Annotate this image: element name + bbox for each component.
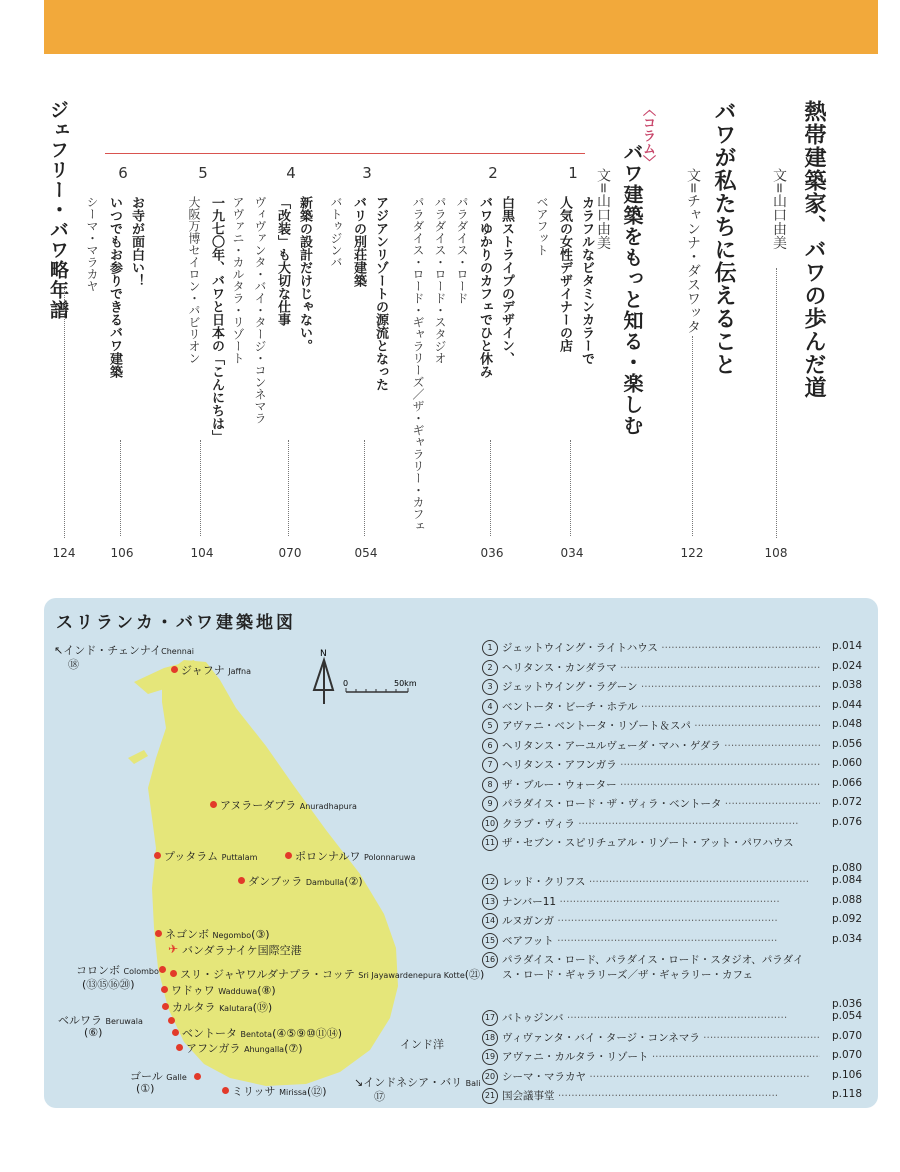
column-item-number: 6 — [118, 164, 128, 182]
label-mirissa: ミリッサ Mirissa(⑫) — [232, 1085, 327, 1098]
pin-dambulla[interactable] — [238, 877, 245, 884]
legend-name: シーマ・マラカヤ ····· — [502, 1069, 820, 1084]
label-anuradhapura: アヌラーダプラ Anuradhapura — [220, 799, 357, 812]
leader-dots — [570, 440, 571, 536]
legend-number: 21 — [482, 1088, 498, 1104]
pin-anuradhapura[interactable] — [210, 801, 217, 808]
column-item-line[interactable]: 一九七〇年、バワと日本の「こんにちは」 — [209, 196, 224, 443]
column-item-page: 036 — [480, 546, 504, 560]
legend-number: 1 — [482, 640, 498, 656]
legend-row[interactable] — [482, 894, 862, 914]
legend-row[interactable] — [482, 660, 862, 680]
column-item-page: 054 — [354, 546, 378, 560]
leader-dots — [64, 288, 65, 538]
column-author: 文=山口由美 — [595, 168, 611, 250]
pin-wadduwa[interactable] — [161, 986, 168, 993]
toc-title-essay1[interactable]: 熱帯建築家、バワの歩んだ道 — [801, 100, 826, 399]
legend-row[interactable] — [482, 933, 862, 953]
legend-number: 16 — [482, 952, 498, 968]
legend-row[interactable] — [482, 913, 862, 933]
legend-number: 3 — [482, 679, 498, 695]
legend-name: パラダイス・ロード・ザ・ヴィラ・ベントータ ····· — [502, 796, 820, 811]
column-item-page: 034 — [560, 546, 584, 560]
legend-page: p.066 — [831, 776, 862, 789]
map-panel — [44, 598, 878, 1108]
legend-number: 2 — [482, 660, 498, 676]
column-item-line: 「改装」も大切な仕事 — [275, 196, 290, 326]
legend-number: 13 — [482, 894, 498, 910]
legend-page: p.070 — [831, 1029, 862, 1042]
legend-name: ルヌガンガ ····· — [502, 913, 820, 928]
column-item-line[interactable]: アジアンリゾートの源流となった — [373, 196, 388, 391]
pin-colombo[interactable] — [159, 966, 166, 973]
legend-row[interactable] — [482, 1088, 862, 1108]
label-colombo: コロンボ Colombo — [76, 964, 159, 977]
legend-row[interactable] — [482, 874, 862, 894]
column-item-number: 1 — [568, 164, 578, 182]
legend-name: ジェットウイング・ラグーン ····· — [502, 679, 820, 694]
pin-ahungalla[interactable] — [176, 1044, 183, 1051]
legend-name: ヘリタンス・アフンガラ ····· — [502, 757, 820, 772]
legend-name: ヘリタンス・アーユルヴェーダ・マハ・ゲダラ ····· — [502, 738, 820, 753]
label-galle-num: (①) — [136, 1082, 155, 1095]
label-colombo-nums: (⑬⑮⑯⑳) — [82, 978, 135, 991]
legend-page: p.118 — [831, 1088, 862, 1100]
legend-name: 国会議事堂 ····· — [502, 1088, 820, 1103]
legend-number: 12 — [482, 874, 498, 890]
toc-title-chronology[interactable]: ジェフリー・バワ略年譜 — [47, 100, 69, 320]
legend-page: p.088 — [831, 893, 862, 906]
label-bali: ↘インドネシア・バリ Bali — [354, 1076, 481, 1089]
column-item-line: アヴァニ・カルタラ・リゾート — [231, 196, 245, 364]
legend-number: 6 — [482, 738, 498, 754]
leader-dots — [692, 336, 693, 536]
column-item-page: 106 — [110, 546, 134, 560]
legend-name: ザ・セブン・スピリチュアル・リゾート・アット・パワハウス — [502, 837, 794, 849]
leader-dots — [288, 440, 289, 536]
pin-galle[interactable] — [194, 1073, 201, 1080]
label-chennai-num: ⑱ — [68, 658, 79, 671]
legend-row[interactable] — [482, 718, 862, 738]
legend-name: パラダイス・ロード、パラダイス・ロード・スタジオ、パラダイス・ロード・ギャラリーズ／ザ・ギャラリー・カフェ — [502, 954, 804, 981]
legend-page: p.072 — [831, 796, 862, 808]
column-title[interactable]: バワ建築をもっと知る・楽しむ — [620, 142, 644, 436]
pin-puttalam[interactable] — [154, 852, 161, 859]
leader-dots — [776, 268, 777, 538]
label-jaffna: ジャフナ Jaffna — [181, 664, 252, 677]
legend-name: ベントータ・ビーチ・ホテル ····· — [502, 699, 820, 714]
column-item-number: 4 — [286, 164, 296, 182]
legend-row[interactable] — [482, 699, 862, 719]
column-item-page: 070 — [278, 546, 302, 560]
column-item-line[interactable]: 新築の設計だけじゃない。 — [297, 196, 312, 352]
legend-number: 7 — [482, 757, 498, 773]
label-kalutara: カルタラ Kalutara(⑲) — [172, 1001, 273, 1014]
legend-page: p.092 — [831, 913, 862, 925]
legend-row[interactable] — [482, 835, 862, 874]
legend-page: p.014 — [831, 640, 862, 652]
column-item-number: 5 — [198, 164, 208, 182]
legend-name: クラブ・ヴィラ ····· — [502, 816, 820, 831]
label-beruwala-num: (⑥) — [84, 1026, 103, 1039]
legend-page: p.048 — [831, 718, 862, 730]
legend-row[interactable] — [482, 1030, 862, 1050]
label-wadduwa: ワドゥワ Wadduwa(⑧) — [171, 984, 276, 997]
pin-beruwala[interactable] — [168, 1017, 175, 1024]
column-item-page: 104 — [190, 546, 214, 560]
legend-row[interactable] — [482, 738, 862, 758]
legend-row[interactable] — [482, 1049, 862, 1069]
column-item-number: 3 — [362, 164, 372, 182]
column-item-line: 人気の女性デザイナーの店 — [557, 196, 572, 352]
legend-name: ベアフット ····· — [502, 933, 820, 948]
column-item-line: 大阪万博セイロン・パビリオン — [187, 196, 201, 364]
column-tag: 〈コラム〉 — [640, 103, 655, 168]
legend-page: p.080 — [831, 862, 862, 874]
legend-name: レッド・クリフス ····· — [502, 874, 820, 889]
legend-page: p.038 — [831, 679, 862, 691]
legend-name: バトゥジンバ ····· — [502, 1010, 820, 1025]
legend-page: p.054 — [831, 1010, 862, 1022]
column-item-line: シーマ・マラカヤ — [85, 196, 99, 292]
page-number-essay1: 108 — [764, 546, 788, 560]
column-item-line: パラダイス・ロード・ギャラリーズ／ザ・ギャラリー・カフェ — [411, 196, 425, 532]
legend-name: アヴァニ・ベントータ・リゾート＆スパ ····· — [502, 718, 820, 733]
north-label: N — [320, 649, 327, 659]
legend-number: 19 — [482, 1049, 498, 1065]
label-ahungalla: アフンガラ Ahungalla(⑦) — [186, 1042, 303, 1055]
legend-page: p.060 — [831, 757, 862, 769]
legend-page: p.044 — [831, 698, 862, 711]
column-item-line: いつでもお参りできるバワ建築 — [107, 196, 122, 378]
legend-row[interactable] — [482, 816, 862, 836]
legend-page: p.084 — [831, 874, 862, 886]
legend-row[interactable] — [482, 1069, 862, 1089]
legend-row[interactable] — [482, 952, 862, 1010]
legend-page: p.024 — [831, 659, 862, 672]
divider-line — [105, 153, 585, 154]
airplane-icon: ✈ — [168, 942, 179, 956]
legend-name: ヘリタンス・カンダラマ ····· — [502, 660, 820, 675]
legend-page: p.034 — [831, 932, 862, 945]
legend-number: 15 — [482, 933, 498, 949]
label-chennai: ↖インド・チェンナイChennai — [54, 644, 194, 657]
label-indian-ocean: インド洋 — [400, 1038, 444, 1051]
legend-name: アヴァニ・カルタラ・リゾート ····· — [502, 1049, 820, 1064]
legend-name: ナンバー11 ····· — [502, 894, 820, 909]
label-beruwala: ベルワラ Beruwala — [58, 1014, 143, 1027]
scale-bar — [343, 679, 417, 692]
legend-row[interactable] — [482, 757, 862, 777]
column-item-line: パラダイス・ロード・スタジオ — [433, 196, 447, 364]
column-item-line: ベアフット — [535, 196, 549, 256]
column-item-line: バリの別荘建築 — [351, 196, 366, 287]
column-item-line: バワゆかりのカフェでひと休み — [477, 196, 492, 378]
label-airport: バンダラナイケ国際空港 — [182, 944, 302, 957]
legend-row[interactable] — [482, 679, 862, 699]
pin-jaffna[interactable] — [171, 666, 178, 673]
pin-kotte[interactable] — [170, 970, 177, 977]
page-number-chronology: 124 — [52, 546, 76, 560]
legend-row[interactable] — [482, 777, 862, 797]
pin-mirissa[interactable] — [222, 1087, 229, 1094]
toc-title-essay2[interactable]: バワが私たちに伝えること — [711, 100, 736, 376]
legend-number: 11 — [482, 835, 498, 851]
legend-name: ザ・ブルー・ウォーター ····· — [502, 777, 820, 792]
toc-author-essay2: 文=チャンナ・ダスワッタ — [685, 168, 701, 334]
column-item-line: ヴィヴァンタ・バイ・タージ・コンネマラ — [253, 196, 267, 424]
pin-polonnaruwa[interactable] — [285, 852, 292, 859]
label-dambulla: ダンブッラ Dambulla(②) — [248, 875, 363, 888]
legend-page: p.106 — [831, 1068, 862, 1081]
legend-page: p.076 — [831, 815, 862, 828]
page-number-essay2: 122 — [680, 546, 704, 560]
scale-zero: 0 — [343, 679, 349, 688]
pin-negombo[interactable] — [155, 930, 162, 937]
legend-page: p.070 — [831, 1049, 862, 1061]
column-item-line[interactable]: カラフルなビタミンカラーで — [579, 196, 594, 365]
legend-row[interactable] — [482, 640, 862, 660]
label-bali-num: ⑰ — [374, 1090, 385, 1103]
legend-page: p.056 — [831, 737, 862, 750]
column-item-line[interactable]: お寺が面白い！ — [129, 196, 144, 287]
leader-dots — [364, 440, 365, 536]
legend-row[interactable] — [482, 1010, 862, 1030]
legend-number: 14 — [482, 913, 498, 929]
map-title: スリランカ・バワ建築地図 — [56, 613, 296, 633]
legend-row[interactable] — [482, 796, 862, 816]
leader-dots — [200, 440, 201, 536]
pin-bentota[interactable] — [172, 1029, 179, 1036]
legend-number: 20 — [482, 1069, 498, 1085]
header-bar — [44, 0, 878, 54]
label-bentota: ベントータ Bentota(④⑤⑨⑩⑪⑭) — [182, 1027, 343, 1040]
column-item-line: バトゥジンバ — [329, 196, 343, 268]
legend-number: 4 — [482, 699, 498, 715]
scale-km: 50km — [394, 679, 417, 688]
toc-author-essay1: 文=山口由美 — [771, 168, 787, 250]
legend-name: ジェットウイング・ライトハウス ····· — [502, 640, 820, 655]
pin-kalutara[interactable] — [162, 1003, 169, 1010]
legend-number: 10 — [482, 816, 498, 832]
column-item-line: パラダイス・ロード — [455, 196, 469, 304]
legend-number: 9 — [482, 796, 498, 812]
label-kotte: スリ・ジャヤワルダナプラ・コッテ Sri Jayawardenepura Kotte(㉑) — [180, 968, 485, 981]
north-arrow — [314, 649, 333, 704]
mannar-island — [128, 750, 148, 764]
column-item-number: 2 — [488, 164, 498, 182]
label-polonnaruwa: ポロンナルワ Polonnaruwa — [295, 850, 416, 863]
legend-name: ヴィヴァンタ・バイ・タージ・コンネマラ ····· — [502, 1030, 820, 1045]
north-arrow-icon — [314, 660, 333, 704]
label-puttalam: プッタラム Puttalam — [164, 850, 258, 863]
legend-number: 5 — [482, 718, 498, 734]
legend-number: 18 — [482, 1030, 498, 1046]
legend-number: 17 — [482, 1010, 498, 1026]
leader-dots — [490, 440, 491, 536]
map-legend — [482, 640, 862, 1108]
legend-page: p.036 — [831, 998, 862, 1010]
label-galle: ゴール Galle — [130, 1070, 187, 1083]
legend-number: 8 — [482, 777, 498, 793]
column-item-line[interactable]: 白黒ストライプのデザイン、 — [499, 196, 514, 365]
label-negombo: ネゴンボ Negombo(③) — [165, 928, 270, 941]
leader-dots — [120, 440, 121, 536]
